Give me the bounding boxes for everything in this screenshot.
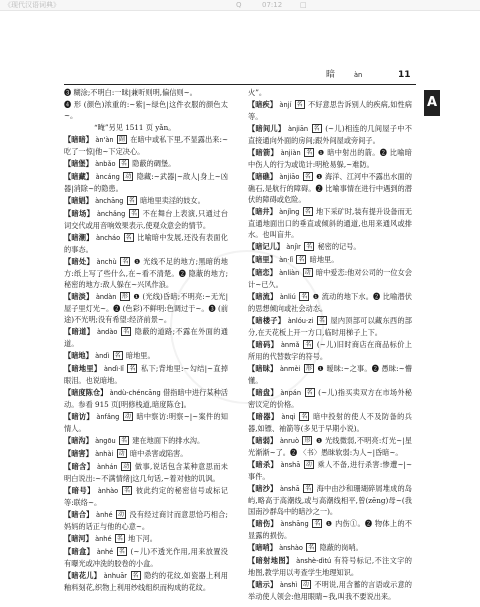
entry-headword: 【暗处】 xyxy=(64,257,94,266)
entry-pinyin: àncáng xyxy=(95,173,120,181)
dictionary-entry xyxy=(64,570,228,593)
dictionary-entry xyxy=(248,542,412,554)
entry-definition: 没有经过商讨而意思恰巧相合;妈妈的话正与他的心意~。 xyxy=(64,510,228,531)
part-of-speech-tag: 动 xyxy=(305,461,312,468)
entry-definition: 秘密的记号。 xyxy=(317,242,361,251)
entry-pinyin: ànjiān xyxy=(287,125,309,133)
entry-definition: 不在舞台上表演,只通过台词交代或用音响效果表示,使观众意会的情节。 xyxy=(64,209,228,230)
entry-headword: 【暗伤】 xyxy=(248,519,278,528)
dictionary-entry xyxy=(248,363,412,386)
entry-headword: 【暗杀】 xyxy=(248,460,278,469)
entry-definition: 暗地里。 xyxy=(125,351,155,360)
entry-headword: 【暗场】 xyxy=(64,209,95,218)
entry-headword: 【暗地】 xyxy=(64,351,93,360)
entry-definition: 暗地里。 xyxy=(309,255,339,264)
part-of-speech-tag: 动 xyxy=(302,581,309,588)
entry-headword: 【暗盒】 xyxy=(64,547,95,556)
entry-headword: 【暗弱】 xyxy=(248,436,278,445)
dictionary-entry xyxy=(248,171,412,205)
entry-headword: 【暗地里】 xyxy=(64,364,102,373)
entry-definition: “晻”另见 1511 页 yǎn。 xyxy=(94,123,176,132)
dictionary-entry xyxy=(64,171,228,194)
entry-headword: 【暗沟】 xyxy=(64,436,93,445)
entry-definition: 暗中投射的使人不及防备的兵器,如镖、袖箭等(多见于早期小说)。 xyxy=(248,412,412,433)
entry-definition: (~儿)指买卖双方在市场外秘密议定的价格。 xyxy=(248,388,412,409)
part-of-speech-tag: 名 xyxy=(308,544,315,551)
entry-headword: 【暗暗】 xyxy=(64,135,93,144)
entry-headword: 【暗沙】 xyxy=(248,484,278,493)
entry-definition: (~儿)相连的几间屋子中不直接通向外面的房间;跟外间屋或旁间子。 xyxy=(248,124,412,145)
entry-pinyin: ànshāng xyxy=(280,520,309,528)
entry-pinyin: ànhuār xyxy=(103,572,127,580)
part-of-speech-tag: 名 xyxy=(296,101,303,108)
reader-top-bar xyxy=(0,0,480,11)
entry-headword: 【暗井】 xyxy=(248,207,277,216)
dictionary-entry xyxy=(248,435,412,458)
part-of-speech-tag: 名 xyxy=(128,197,135,204)
dictionary-entry xyxy=(248,339,412,362)
entry-pinyin: àndào xyxy=(96,328,118,336)
clock-time: 07:12 xyxy=(262,1,283,9)
dictionary-entry xyxy=(64,387,228,410)
dictionary-entry xyxy=(64,546,228,569)
entry-pinyin: ànhào xyxy=(97,487,119,495)
dictionary-entry xyxy=(64,87,228,98)
dictionary-entry xyxy=(248,267,412,290)
entry-definition: 隐蔽的碉堡。 xyxy=(132,159,176,168)
entry-pinyin: ànruò xyxy=(279,437,300,445)
part-of-speech-tag: 动 xyxy=(304,269,311,276)
entry-pinyin: ànshā xyxy=(280,461,301,469)
dictionary-entry xyxy=(248,99,412,122)
entry-definition: ❶ 流动的地下水。❷ 比喻潜伏的思想倾向或社会动态。 xyxy=(248,292,412,313)
part-of-speech-tag: 名 xyxy=(304,173,311,180)
entry-headword: 【暗哨】 xyxy=(248,543,277,552)
dictionary-entry xyxy=(64,291,228,325)
entry-pinyin: ànchǎng xyxy=(96,210,126,218)
entry-pinyin: àn'àn xyxy=(95,136,114,144)
entry-definition: 建在地面下的排水沟。 xyxy=(132,436,205,445)
dictionary-entry xyxy=(248,483,412,517)
dictionary-entry xyxy=(64,509,228,532)
part-of-speech-tag: 名 xyxy=(125,234,132,241)
part-of-speech-tag: 名 xyxy=(132,572,139,579)
header-headword: 暗 xyxy=(326,70,336,80)
dictionary-entry xyxy=(248,411,412,434)
entry-definition: 私下;背地里:~勾结|~直掉眼泪。也说暗地。 xyxy=(64,364,228,385)
part-of-speech-tag: 副 xyxy=(118,136,125,143)
entry-definition: ❶ 光线不足的地方;黑暗的地方:纸上写了些什么,在~看不清楚。❷ 隐蔽的地方;秘密的地方:敌人躲在~兴风作浪。 xyxy=(64,257,228,289)
entry-pinyin: àngōu xyxy=(95,437,116,445)
right-column xyxy=(248,87,412,607)
dictionary-entry xyxy=(64,232,228,255)
entry-pinyin: ànjiàn xyxy=(280,149,301,157)
entry-pinyin: ànbǎo xyxy=(95,160,116,168)
part-of-speech-tag: 名 xyxy=(130,210,137,217)
dictionary-entry xyxy=(64,411,228,434)
part-of-speech-tag: 名 xyxy=(120,437,127,444)
dictionary-entry xyxy=(64,134,228,157)
entry-definition: 比喻暗中发展,还没有表面化的事态。 xyxy=(64,233,228,254)
dictionary-entry xyxy=(64,195,228,207)
entry-definition: 海中由沙和珊瑚碎屑堆成的岛屿,略高于高潮线,或与高潮线相平,曾(zēng)母~(我国南沙群岛中的暗沙之一)。 xyxy=(248,484,412,516)
dictionary-entry xyxy=(248,387,412,410)
part-of-speech-tag: 名 xyxy=(124,487,131,494)
part-of-speech-tag: 名 xyxy=(114,352,121,359)
entry-headword: 【暗潮】 xyxy=(64,233,94,242)
entry-pinyin: ànhé xyxy=(95,535,112,543)
part-of-speech-tag: 名 xyxy=(301,413,308,420)
part-of-speech-tag: 名 xyxy=(305,341,312,348)
entry-pinyin: àndì xyxy=(95,352,110,360)
entry-headword: 【暗藏】 xyxy=(64,172,94,181)
entry-pinyin: ànliàn xyxy=(279,269,300,277)
entry-pinyin: ànshào xyxy=(279,544,303,552)
entry-headword: 【暗流】 xyxy=(248,292,278,301)
part-of-speech-tag: 名 xyxy=(116,535,123,542)
entry-pinyin: ànhài xyxy=(95,450,114,458)
entry-definition: 在暗中或私下里,不显露出来:~吃了一惊|他~下定决心。 xyxy=(64,135,228,156)
entry-headword: 【暗号】 xyxy=(64,486,95,495)
entry-headword: 【暗访】 xyxy=(64,412,94,421)
part-of-speech-tag: 名 xyxy=(314,520,321,527)
entry-headword: 【暗礁】 xyxy=(248,172,278,181)
entry-pinyin: ànshā xyxy=(279,485,300,493)
entry-headword: 【暗楼子】 xyxy=(248,316,286,325)
part-of-speech-tag: 名 xyxy=(306,149,313,156)
entry-pinyin: ànjǐng xyxy=(279,208,300,216)
entry-definition: 做事,说话包含某种意思而未明白说出:~不满情绪|这几句话,~着对他的讥讽。 xyxy=(64,462,228,483)
part-of-speech-tag: 动 xyxy=(118,450,125,457)
entry-headword: 【暗花儿】 xyxy=(64,571,102,580)
dictionary-entry xyxy=(64,99,228,121)
part-of-speech-tag: 名 xyxy=(318,317,325,324)
entry-headword: 【暗器】 xyxy=(248,412,279,421)
dictionary-entry xyxy=(64,158,228,170)
part-of-speech-tag: 动 xyxy=(125,173,132,180)
dictionary-entry xyxy=(248,241,412,253)
entry-pinyin: ànjí xyxy=(279,101,292,109)
part-of-speech-tag: 名 xyxy=(122,258,129,265)
entry-definition: 地下采矿时,装有提升设备而无直通地面出口的垂直或倾斜的通道,也用来通风或排水。也叫盲井。 xyxy=(248,207,412,239)
part-of-speech-tag: 名 xyxy=(120,160,127,167)
entry-pinyin: àndàn xyxy=(95,293,117,301)
entry-definition: 暗地里卖淫的妓女。 xyxy=(140,196,205,205)
entry-headword: 【暗射地图】 xyxy=(248,556,294,565)
entry-pinyin: ànjiāo xyxy=(279,173,300,181)
part-of-speech-tag: 名 xyxy=(306,243,313,250)
dictionary-entry xyxy=(64,208,228,231)
entry-pinyin: ànhé xyxy=(96,511,113,519)
dictionary-entry xyxy=(248,459,412,482)
header-pinyin: àn xyxy=(354,71,363,79)
alphabet-tab[interactable]: A xyxy=(424,90,440,116)
dictionary-entry xyxy=(64,448,228,460)
entry-pinyin: ànjìr xyxy=(286,243,301,251)
entry-pinyin: àncháo xyxy=(96,234,121,242)
entry-headword: 【暗码】 xyxy=(248,340,279,349)
entry-headword: 【暗堡】 xyxy=(64,159,93,168)
entry-definition: ❶ 光线微弱,不明亮:灯光~|星光渐渐~了。❷ 〈书〉愚昧软弱:为人~|昏暗~。 xyxy=(248,436,412,457)
entry-pinyin: ànfǎng xyxy=(96,413,120,421)
book-title[interactable]: 《现代汉语词典》 xyxy=(4,1,60,9)
dictionary-entry xyxy=(248,206,412,240)
dictionary-entry xyxy=(64,533,228,545)
entry-headword: 【暗合】 xyxy=(64,510,94,519)
search-icon[interactable]: Q xyxy=(236,1,242,9)
dictionary-entry xyxy=(248,147,412,170)
dictionary-entry xyxy=(248,518,412,541)
entry-headword: 【暗恋】 xyxy=(248,268,277,277)
dictionary-entry xyxy=(64,485,228,508)
entry-definition: (~儿)不透光作用,用来放置没有曝光或冲洗的胶卷的小盒。 xyxy=(64,547,228,568)
entry-definition: 暗中爱恋:他对公司的一位女会计~已久。 xyxy=(248,268,412,289)
entry-definition: 有符号标记,不注文字的地图,教学用以考查学生地理知识。 xyxy=(248,556,412,577)
entry-headword: 【暗箭】 xyxy=(248,148,278,157)
entry-definition: ❶ 暧昧:~之事。❷ 愚昧:~懵懂。 xyxy=(248,364,412,385)
entry-definition: ❶ 海洋、江河中不露出水面的礁石,是航行的障碍。❷ 比喻事情在进行中遇到的潜伏的障碍或危险。 xyxy=(248,172,412,204)
entry-headword: 【暗间儿】 xyxy=(248,124,286,133)
entry-pinyin: ànhé xyxy=(96,548,114,556)
entry-definition: 不明说,用含蓄的言语或示意的举动使人领会:他用眼睛~我,叫我不要说出来。 xyxy=(248,580,412,601)
entry-pinyin: ànqì xyxy=(281,413,296,421)
part-of-speech-tag: 名 xyxy=(123,328,130,335)
entry-definition: 隐约的花纹,如瓷器上利用釉料刻花,织物上利用纱线组织而构成的花纹。 xyxy=(64,571,228,592)
entry-headword: 【暗示】 xyxy=(248,580,278,589)
dictionary-entry xyxy=(64,350,228,362)
entry-pinyin: ànchāng xyxy=(95,197,124,205)
entry-definition: ❶ 内伤①。❷ 物体上的不显露的损伤。 xyxy=(248,519,412,540)
entry-pinyin: ànshè-dìtú xyxy=(296,557,332,565)
entry-definition: 屋内顶部可以藏东西的部分,在天花板上开一方口,临时用梯子上下。 xyxy=(248,316,412,337)
entry-headword: 【暗娼】 xyxy=(64,196,93,205)
part-of-speech-tag: 名 xyxy=(306,389,313,396)
part-of-speech-tag: 名 xyxy=(304,208,311,215)
dictionary-entry xyxy=(248,254,412,266)
entry-pinyin: àn·lǐ xyxy=(279,256,294,264)
entry-headword: 【暗盘】 xyxy=(248,388,278,397)
part-of-speech-tag: 动 xyxy=(123,463,130,470)
entry-headword: 【暗度陈仓】 xyxy=(64,388,108,397)
part-of-speech-tag: 名 xyxy=(301,293,308,300)
dictionary-entry xyxy=(248,315,412,338)
entry-definition: 暗中察访:明察~|~案件的知情人。 xyxy=(64,412,228,433)
entry-definition: ❶ 暗中射出的箭。❷ 比喻暗中伤人的行为或诡计:明枪易躲,~难防。 xyxy=(248,148,412,169)
entry-headword: 【暗害】 xyxy=(64,449,93,458)
entry-headword: 【暗道】 xyxy=(64,327,95,336)
entry-definition: (~儿)旧时商店在商品标价上所用的代替数字的符号。 xyxy=(248,340,412,361)
part-of-speech-tag: 名 xyxy=(313,125,320,132)
entry-headword: 【暗淡】 xyxy=(64,292,94,301)
part-of-speech-tag: 动 xyxy=(118,511,125,518)
entry-headword: 【暗昧】 xyxy=(248,364,278,373)
entry-definition: 地下河。 xyxy=(128,534,157,543)
entry-pinyin: àndì·lǐ xyxy=(103,365,124,373)
entry-pinyin: ànhán xyxy=(96,463,118,471)
entry-definition: 隐藏:~武器|~敌人|身上~凶器|消除~的隐患。 xyxy=(64,172,228,193)
entry-pinyin: ànliú xyxy=(279,293,296,301)
dictionary-entry xyxy=(64,435,228,447)
dictionary-entry xyxy=(64,256,228,290)
entry-definition: ❶ (光线)昏暗;不明亮:~无光|屋子里灯光~。❷ (色彩)不鲜明:色调过于~。❸ (前途)不光明;没有希望:经济前景~。 xyxy=(64,292,228,324)
entry-headword: 【暗疾】 xyxy=(248,100,278,109)
dictionary-entry xyxy=(248,123,412,146)
dictionary-entry xyxy=(248,579,412,602)
part-of-speech-tag: 形 xyxy=(121,293,128,300)
entry-pinyin: ànmǎ xyxy=(280,341,300,349)
part-of-speech-tag: 名 xyxy=(305,485,312,492)
dictionary-entry xyxy=(64,461,228,484)
entry-definition: 不好意思告诉别人的疾病,如性病等。 xyxy=(248,100,412,121)
dictionary-entry xyxy=(64,363,228,386)
entry-pinyin: ànpán xyxy=(280,389,301,397)
entry-definition: 借指暗中进行某种活动。参看 915 页[明修栈道,暗度陈仓]。 xyxy=(64,388,228,409)
header-rule xyxy=(64,84,416,85)
part-of-speech-tag: 形 xyxy=(305,365,312,372)
entry-pinyin: àndù-chéncāng xyxy=(109,389,161,397)
entry-pinyin: ànlóu·zi xyxy=(287,317,314,325)
entry-headword: 【暗里】 xyxy=(248,255,277,264)
entry-pinyin: ànshì xyxy=(279,581,298,589)
entry-definition: ❹ 形 (颜色)浓重的:~紫|~绿色|这件衣服的颜色太~。 xyxy=(64,100,228,120)
part-of-speech-tag: 名 xyxy=(298,256,305,263)
page-header xyxy=(64,68,416,82)
part-of-speech-tag: 名 xyxy=(129,365,136,372)
dictionary-entry xyxy=(64,326,228,349)
entry-headword: 【暗河】 xyxy=(64,534,93,543)
entry-definition: 火”。 xyxy=(248,88,267,97)
dictionary-entry xyxy=(64,122,228,133)
page-number: 11 xyxy=(398,70,411,80)
entry-headword: 【暗记儿】 xyxy=(248,242,284,251)
entry-headword: 【暗含】 xyxy=(64,462,95,471)
dictionary-entry xyxy=(248,291,412,314)
part-of-speech-tag: 形 xyxy=(304,437,311,444)
dictionary-entry xyxy=(248,555,412,578)
entry-definition: 彼此约定的秘密信号或标记等:联络~。 xyxy=(64,486,228,507)
entry-definition: 暗中杀害或陷害。 xyxy=(129,449,188,458)
entry-definition: 隐蔽的道路;不露在外面的通道。 xyxy=(64,327,228,348)
left-column xyxy=(64,87,228,607)
entry-pinyin: ànmèi xyxy=(279,365,301,373)
part-of-speech-tag: 名 xyxy=(118,548,125,555)
dictionary-entry xyxy=(248,87,412,98)
entry-definition: 乘人不备,进行杀害:惨遭~|~事件。 xyxy=(248,460,412,481)
entry-pinyin: ànchù xyxy=(96,258,117,266)
entry-definition: ❸ 糊涂;不明白:一昧|兼听则明,偏信则~。 xyxy=(64,88,197,97)
menu-icon[interactable]: □ xyxy=(300,1,307,9)
part-of-speech-tag: 动 xyxy=(124,413,131,420)
entry-definition: 隐蔽的岗哨。 xyxy=(319,543,363,552)
